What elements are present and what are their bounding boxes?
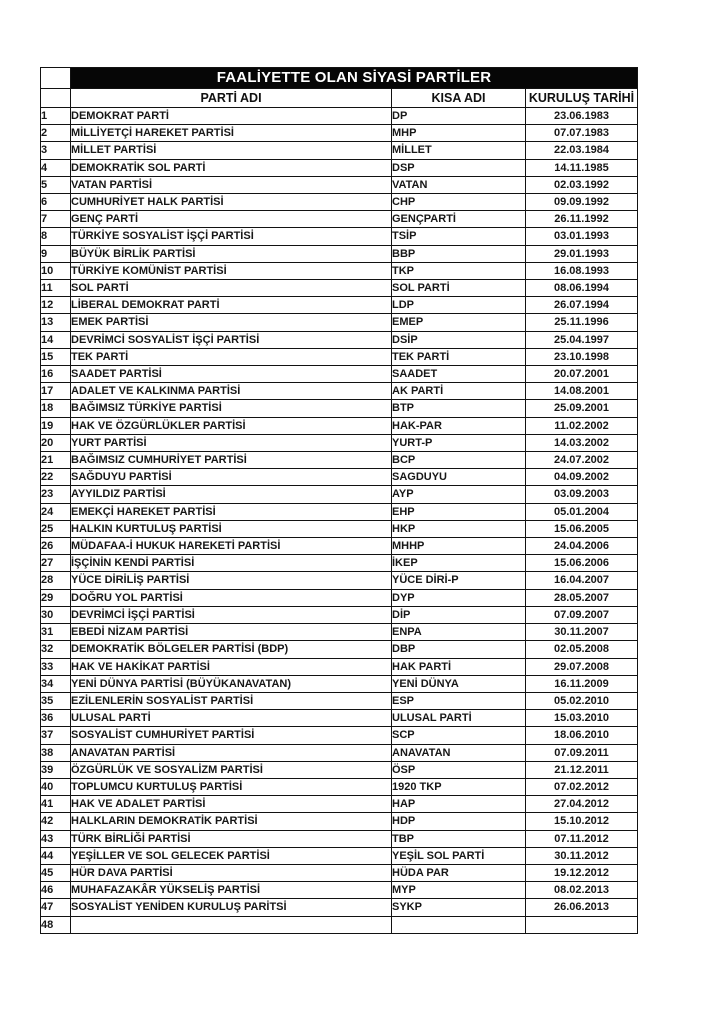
party-name: MİLLİYETÇİ HAREKET PARTİSİ	[71, 125, 392, 142]
table-row	[41, 383, 638, 400]
row-number: 19	[41, 417, 71, 434]
founding-date: 15.06.2006	[526, 555, 638, 572]
party-name: DEMOKRATİK BÖLGELER PARTİSİ (BDP)	[71, 641, 392, 658]
row-number: 16	[41, 366, 71, 383]
table-row	[41, 555, 638, 572]
corner-cell-header	[41, 89, 71, 108]
founding-date: 15.03.2010	[526, 710, 638, 727]
table-row	[41, 400, 638, 417]
table-row	[41, 194, 638, 211]
founding-date: 27.04.2012	[526, 796, 638, 813]
founding-date: 25.09.2001	[526, 400, 638, 417]
party-name: MÜDAFAA-İ HUKUK HAREKETİ PARTİSİ	[71, 538, 392, 555]
short-name: MYP	[392, 882, 526, 899]
short-name: HAK-PAR	[392, 417, 526, 434]
short-name: DSİP	[392, 331, 526, 348]
party-name: YENİ DÜNYA PARTİSİ (BÜYÜKANAVATAN)	[71, 675, 392, 692]
row-number: 47	[41, 899, 71, 916]
row-number: 46	[41, 882, 71, 899]
row-number: 41	[41, 796, 71, 813]
parties-table	[40, 67, 638, 934]
short-name: BBP	[392, 245, 526, 262]
row-number: 33	[41, 658, 71, 675]
founding-date: 25.04.1997	[526, 331, 638, 348]
table-row	[41, 864, 638, 881]
short-name: HKP	[392, 520, 526, 537]
row-number: 36	[41, 710, 71, 727]
party-name: LİBERAL DEMOKRAT PARTİ	[71, 297, 392, 314]
party-name: DEMOKRATİK SOL PARTİ	[71, 159, 392, 176]
party-name: SOSYALİST CUMHURİYET PARTİSİ	[71, 727, 392, 744]
table-row	[41, 297, 638, 314]
party-name: DEMOKRAT PARTİ	[71, 108, 392, 125]
short-name: VATAN	[392, 176, 526, 193]
table-title: FAALİYETTE OLAN SİYASİ PARTİLER	[71, 68, 638, 89]
row-number: 5	[41, 176, 71, 193]
founding-date: 02.05.2008	[526, 641, 638, 658]
short-name: DYP	[392, 589, 526, 606]
row-number: 44	[41, 847, 71, 864]
founding-date	[526, 916, 638, 933]
corner-cell-title	[41, 68, 71, 89]
table-row	[41, 606, 638, 623]
column-header-short-name: KISA ADI	[392, 89, 526, 108]
row-number: 21	[41, 452, 71, 469]
party-name: YURT PARTİSİ	[71, 434, 392, 451]
table-row	[41, 624, 638, 641]
founding-date: 24.07.2002	[526, 452, 638, 469]
table-row	[41, 761, 638, 778]
founding-date: 16.11.2009	[526, 675, 638, 692]
table-body	[41, 108, 638, 934]
row-number: 23	[41, 486, 71, 503]
party-name	[71, 916, 392, 933]
founding-date: 15.10.2012	[526, 813, 638, 830]
short-name: YENİ DÜNYA	[392, 675, 526, 692]
short-name: EMEP	[392, 314, 526, 331]
row-number: 18	[41, 400, 71, 417]
table-row	[41, 469, 638, 486]
founding-date: 09.09.1992	[526, 194, 638, 211]
short-name: HAK PARTİ	[392, 658, 526, 675]
table-row	[41, 159, 638, 176]
party-name: EMEKÇİ HAREKET PARTİSİ	[71, 503, 392, 520]
row-number: 2	[41, 125, 71, 142]
table-row	[41, 417, 638, 434]
founding-date: 05.01.2004	[526, 503, 638, 520]
row-number: 7	[41, 211, 71, 228]
party-name: EZİLENLERİN SOSYALİST PARTİSİ	[71, 692, 392, 709]
short-name: AYP	[392, 486, 526, 503]
short-name	[392, 916, 526, 933]
party-name: TOPLUMCU KURTULUŞ PARTİSİ	[71, 778, 392, 795]
party-name: ANAVATAN PARTİSİ	[71, 744, 392, 761]
row-number: 3	[41, 142, 71, 159]
founding-date: 03.01.1993	[526, 228, 638, 245]
founding-date: 24.04.2006	[526, 538, 638, 555]
party-name: MUHAFAZAKÂR YÜKSELİŞ PARTİSİ	[71, 882, 392, 899]
party-name: CUMHURİYET HALK PARTİSİ	[71, 194, 392, 211]
founding-date: 04.09.2002	[526, 469, 638, 486]
party-name: HALKIN KURTULUŞ PARTİSİ	[71, 520, 392, 537]
short-name: ANAVATAN	[392, 744, 526, 761]
parties-table-sheet	[40, 67, 638, 934]
founding-date: 18.06.2010	[526, 727, 638, 744]
founding-date: 25.11.1996	[526, 314, 638, 331]
party-name: DEVRİMCİ SOSYALİST İŞÇİ PARTİSİ	[71, 331, 392, 348]
founding-date: 15.06.2005	[526, 520, 638, 537]
table-row	[41, 486, 638, 503]
party-name: HAK VE ADALET PARTİSİ	[71, 796, 392, 813]
table-row	[41, 727, 638, 744]
row-number: 27	[41, 555, 71, 572]
table-row	[41, 778, 638, 795]
row-number: 6	[41, 194, 71, 211]
column-header-party-name: PARTİ ADI	[71, 89, 392, 108]
party-name: EMEK PARTİSİ	[71, 314, 392, 331]
founding-date: 26.11.1992	[526, 211, 638, 228]
party-name: SOSYALİST YENİDEN KURULUŞ PARİTSİ	[71, 899, 392, 916]
short-name: HDP	[392, 813, 526, 830]
short-name: AK PARTİ	[392, 383, 526, 400]
short-name: BTP	[392, 400, 526, 417]
table-row	[41, 692, 638, 709]
row-number: 9	[41, 245, 71, 262]
row-number: 43	[41, 830, 71, 847]
founding-date: 07.11.2012	[526, 830, 638, 847]
short-name: SCP	[392, 727, 526, 744]
table-row	[41, 675, 638, 692]
short-name: GENÇPARTİ	[392, 211, 526, 228]
party-name: SAADET PARTİSİ	[71, 366, 392, 383]
short-name: ULUSAL PARTİ	[392, 710, 526, 727]
founding-date: 14.08.2001	[526, 383, 638, 400]
table-row	[41, 796, 638, 813]
table-row	[41, 228, 638, 245]
founding-date: 22.03.1984	[526, 142, 638, 159]
table-row	[41, 744, 638, 761]
short-name: SAADET	[392, 366, 526, 383]
party-name: VATAN PARTİSİ	[71, 176, 392, 193]
party-name: ÖZGÜRLÜK VE SOSYALİZM PARTİSİ	[71, 761, 392, 778]
table-row	[41, 262, 638, 279]
table-row	[41, 710, 638, 727]
table-row	[41, 641, 638, 658]
table-row	[41, 280, 638, 297]
short-name: MHP	[392, 125, 526, 142]
table-row	[41, 520, 638, 537]
founding-date: 16.08.1993	[526, 262, 638, 279]
founding-date: 29.01.1993	[526, 245, 638, 262]
short-name: DBP	[392, 641, 526, 658]
short-name: YURT-P	[392, 434, 526, 451]
party-name: EBEDİ NİZAM PARTİSİ	[71, 624, 392, 641]
party-name: BÜYÜK BİRLİK PARTİSİ	[71, 245, 392, 262]
row-number: 25	[41, 520, 71, 537]
row-number: 39	[41, 761, 71, 778]
row-number: 15	[41, 348, 71, 365]
short-name: TBP	[392, 830, 526, 847]
short-name: SYKP	[392, 899, 526, 916]
row-number: 1	[41, 108, 71, 125]
row-number: 17	[41, 383, 71, 400]
short-name: LDP	[392, 297, 526, 314]
table-row	[41, 125, 638, 142]
row-number: 35	[41, 692, 71, 709]
table-row	[41, 452, 638, 469]
table-row	[41, 348, 638, 365]
table-row	[41, 538, 638, 555]
founding-date: 02.03.1992	[526, 176, 638, 193]
founding-date: 29.07.2008	[526, 658, 638, 675]
party-name: AYYILDIZ PARTİSİ	[71, 486, 392, 503]
row-number: 48	[41, 916, 71, 933]
row-number: 40	[41, 778, 71, 795]
row-number: 11	[41, 280, 71, 297]
party-name: HAK VE ÖZGÜRLÜKLER PARTİSİ	[71, 417, 392, 434]
table-row	[41, 882, 638, 899]
row-number: 22	[41, 469, 71, 486]
short-name: MHHP	[392, 538, 526, 555]
row-number: 10	[41, 262, 71, 279]
short-name: MİLLET	[392, 142, 526, 159]
party-name: MİLLET PARTİSİ	[71, 142, 392, 159]
short-name: TSİP	[392, 228, 526, 245]
table-row	[41, 366, 638, 383]
short-name: DİP	[392, 606, 526, 623]
founding-date: 07.02.2012	[526, 778, 638, 795]
table-row	[41, 142, 638, 159]
title-row	[41, 68, 638, 89]
founding-date: 07.09.2011	[526, 744, 638, 761]
row-number: 24	[41, 503, 71, 520]
founding-date: 08.02.2013	[526, 882, 638, 899]
row-number: 42	[41, 813, 71, 830]
column-header-founding-date: KURULUŞ TARİHİ	[526, 89, 638, 108]
party-name: HÜR DAVA PARTİSİ	[71, 864, 392, 881]
founding-date: 19.12.2012	[526, 864, 638, 881]
table-row	[41, 813, 638, 830]
table-row	[41, 899, 638, 916]
short-name: DSP	[392, 159, 526, 176]
founding-date: 28.05.2007	[526, 589, 638, 606]
short-name: EHP	[392, 503, 526, 520]
table-row	[41, 830, 638, 847]
party-name: ADALET VE KALKINMA PARTİSİ	[71, 383, 392, 400]
party-name: YÜCE DİRİLİŞ PARTİSİ	[71, 572, 392, 589]
row-number: 20	[41, 434, 71, 451]
founding-date: 14.03.2002	[526, 434, 638, 451]
short-name: ENPA	[392, 624, 526, 641]
party-name: DOĞRU YOL PARTİSİ	[71, 589, 392, 606]
party-name: YEŞİLLER VE SOL GELECEK PARTİSİ	[71, 847, 392, 864]
founding-date: 30.11.2012	[526, 847, 638, 864]
row-number: 38	[41, 744, 71, 761]
table-row	[41, 434, 638, 451]
short-name: BCP	[392, 452, 526, 469]
founding-date: 07.07.1983	[526, 125, 638, 142]
party-name: DEVRİMCİ İŞÇİ PARTİSİ	[71, 606, 392, 623]
party-name: TEK PARTİ	[71, 348, 392, 365]
short-name: SAGDUYU	[392, 469, 526, 486]
short-name: HÜDA PAR	[392, 864, 526, 881]
short-name: CHP	[392, 194, 526, 211]
party-name: TÜRKİYE SOSYALİST İŞÇİ PARTİSİ	[71, 228, 392, 245]
short-name: İKEP	[392, 555, 526, 572]
founding-date: 23.10.1998	[526, 348, 638, 365]
row-number: 13	[41, 314, 71, 331]
row-number: 26	[41, 538, 71, 555]
founding-date: 14.11.1985	[526, 159, 638, 176]
founding-date: 11.02.2002	[526, 417, 638, 434]
short-name: TEK PARTİ	[392, 348, 526, 365]
short-name: TKP	[392, 262, 526, 279]
founding-date: 16.04.2007	[526, 572, 638, 589]
row-number: 30	[41, 606, 71, 623]
row-number: 32	[41, 641, 71, 658]
party-name: SOL PARTİ	[71, 280, 392, 297]
table-row	[41, 847, 638, 864]
short-name: HAP	[392, 796, 526, 813]
table-row	[41, 176, 638, 193]
short-name: DP	[392, 108, 526, 125]
founding-date: 26.06.2013	[526, 899, 638, 916]
founding-date: 23.06.1983	[526, 108, 638, 125]
row-number: 14	[41, 331, 71, 348]
short-name: ÖSP	[392, 761, 526, 778]
founding-date: 07.09.2007	[526, 606, 638, 623]
party-name: TÜRK BİRLİĞİ PARTİSİ	[71, 830, 392, 847]
row-number: 34	[41, 675, 71, 692]
row-number: 45	[41, 864, 71, 881]
party-name: BAĞIMSIZ TÜRKİYE PARTİSİ	[71, 400, 392, 417]
founding-date: 21.12.2011	[526, 761, 638, 778]
table-row	[41, 331, 638, 348]
party-name: İŞÇİNİN KENDİ PARTİSİ	[71, 555, 392, 572]
party-name: BAĞIMSIZ CUMHURİYET PARTİSİ	[71, 452, 392, 469]
short-name: ESP	[392, 692, 526, 709]
table-row	[41, 589, 638, 606]
party-name: SAĞDUYU PARTİSİ	[71, 469, 392, 486]
row-number: 8	[41, 228, 71, 245]
short-name: YÜCE DİRİ-P	[392, 572, 526, 589]
column-header-row	[41, 89, 638, 108]
row-number: 4	[41, 159, 71, 176]
founding-date: 08.06.1994	[526, 280, 638, 297]
row-number: 31	[41, 624, 71, 641]
party-name: TÜRKİYE KOMÜNİST PARTİSİ	[71, 262, 392, 279]
founding-date: 03.09.2003	[526, 486, 638, 503]
short-name: 1920 TKP	[392, 778, 526, 795]
table-row	[41, 211, 638, 228]
short-name: SOL PARTİ	[392, 280, 526, 297]
table-row	[41, 245, 638, 262]
founding-date: 05.02.2010	[526, 692, 638, 709]
party-name: HALKLARIN DEMOKRATİK PARTİSİ	[71, 813, 392, 830]
table-row	[41, 108, 638, 125]
founding-date: 20.07.2001	[526, 366, 638, 383]
short-name: YEŞİL SOL PARTİ	[392, 847, 526, 864]
founding-date: 26.07.1994	[526, 297, 638, 314]
table-row	[41, 572, 638, 589]
table-row	[41, 916, 638, 933]
party-name: ULUSAL PARTİ	[71, 710, 392, 727]
table-row	[41, 658, 638, 675]
row-number: 28	[41, 572, 71, 589]
table-row	[41, 314, 638, 331]
founding-date: 30.11.2007	[526, 624, 638, 641]
row-number: 12	[41, 297, 71, 314]
row-number: 29	[41, 589, 71, 606]
row-number: 37	[41, 727, 71, 744]
table-row	[41, 503, 638, 520]
party-name: GENÇ PARTİ	[71, 211, 392, 228]
party-name: HAK VE HAKİKAT PARTİSİ	[71, 658, 392, 675]
